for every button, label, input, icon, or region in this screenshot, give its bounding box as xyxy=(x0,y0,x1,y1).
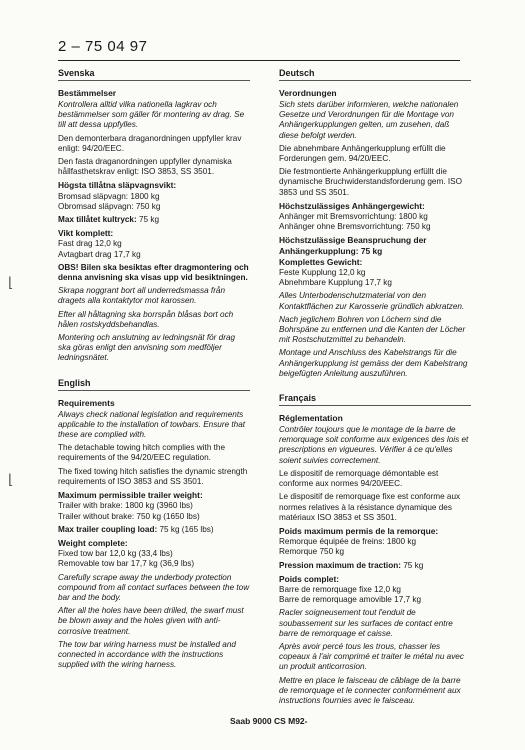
coupling-load-line xyxy=(58,525,250,535)
paragraph: Le dispositif de remorquage fixe est conforme aux normes relatives à la résistance dynamique des matériaux ISO 3853 et SS 3501. xyxy=(279,492,461,522)
weight-heading: Poids complet: xyxy=(279,573,340,584)
requirements-heading: Requirements xyxy=(58,397,115,408)
coupling-load-label: Max trailer coupling load: xyxy=(58,524,158,534)
footer-model-code: Saab 9000 CS M92- xyxy=(230,716,308,726)
coupling-load-label: Max tillåtet kultryck: xyxy=(58,215,137,225)
section-english xyxy=(58,378,250,671)
paragraph: Den fasta draganordningen uppfyller dynamiska hållfasthetskrav enligt: ISO 3853, SS 3501. xyxy=(58,157,232,177)
spec-line: Fixed tow bar 12,0 kg (33,4 lbs) xyxy=(58,549,173,559)
requirements-heading: Réglementation xyxy=(279,413,343,424)
section-svenska xyxy=(58,68,250,364)
coupling-load-value: 75 kg (165 lbs) xyxy=(159,524,214,534)
paragraph: Nach jeglichem Bohren von Löchern sind die Bohrspäne zu entfernen und die Kanten der Löcher mit Rostschutzmittel zu behandeln. xyxy=(279,314,466,345)
language-heading: Français xyxy=(279,393,471,406)
paragraph: After all the holes have been drilled, the swarf must be blown away and the holes given with anti-corrosive treatment. xyxy=(58,606,244,636)
weight-heading: Komplettes Gewicht: xyxy=(279,256,363,267)
weight-heading: Vikt komplett: xyxy=(58,228,114,239)
trailer-weight-heading: Högsta tillåtna släpvagnsvikt: xyxy=(58,180,177,191)
spec-line: Fast drag 12,0 kg xyxy=(58,239,122,249)
weight-heading: Weight complete: xyxy=(58,537,128,548)
paragraph: Racler soigneusement tout l'enduit de soubassement sur les surfaces de contact entre barre de remorquage et caisse. xyxy=(279,608,453,638)
header-rule xyxy=(58,60,460,61)
paragraph: The detachable towing hitch complies with the requirements of the 94/20/EEC regulation. xyxy=(58,443,226,463)
binding-mark: ⌊ xyxy=(8,275,14,291)
coupling-load-line xyxy=(58,215,250,225)
spec-line: Trailer with brake: 1800 kg (3960 lbs) xyxy=(58,501,193,511)
spec-line: Abnehmbare Kupplung 17,7 kg xyxy=(279,278,392,288)
spec-line: Remorque équipée de freins: 1800 kg xyxy=(279,537,417,547)
spec-line: Anhänger mit Bremsvorrichtung: 1800 kg xyxy=(279,212,428,222)
requirements-heading: Bestämmelser xyxy=(58,88,117,98)
paragraph: Always check national legislation and requirements applicable to the installation of towbars. Ensure that these are complied with. xyxy=(58,409,246,440)
paragraph: The tow bar wiring harness must be installed and connected in accordance with the instructions supplied with the wiring harness. xyxy=(58,639,236,670)
paragraph: Den demonterbara draganordningen uppfyller krav enligt: 94/20/EEC. xyxy=(58,133,242,153)
paragraph: Mettre en place le faisceau de câblage de la barre de remorquage et le connecter conformément aux instructions fournies avec le faisceau. xyxy=(279,675,461,705)
language-heading: English xyxy=(58,378,250,391)
paragraph: Montering och anslutning av ledningsnät för drag ska göras enligt den anvisning som medföljer ledningsnätet. xyxy=(58,333,236,363)
inspection-warning: OBS! Bilen ska besiktas efter dragmontering och denna anvisning ska visas upp vid besiktningen. xyxy=(58,262,249,283)
paragraph: Contrôler toujours que le montage de la barre de remorquage soit conforme aux exigences des lois et prescriptions en vigueures. Vérifier à ce qu'elles soient suivies correctement. xyxy=(279,425,469,465)
language-heading: Deutsch xyxy=(279,68,471,81)
paragraph: Skrapa noggrant bort all underredsmassa från dragets alla kontaktytor mot karossen. xyxy=(58,286,226,306)
paragraph: Die festmontierte Anhängerkupplung erfüllt die dynamische Bruchwiderstandsforderung gem. ISO 3853 und SS 3501. xyxy=(279,167,462,197)
section-francais xyxy=(279,393,471,706)
language-heading: Svenska xyxy=(58,68,250,81)
spec-line: Barre de remorquage amovible 17,7 kg xyxy=(279,595,421,605)
spec-line: Avtagbart drag 17,7 kg xyxy=(58,249,141,259)
paragraph: Kontrollera alltid vilka nationella lagkrav och bestämmelser som gäller för montering av drag. Se till att dessa uppfylles. xyxy=(58,100,245,130)
paragraph: The fixed towing hitch satisfies the dynamic strength requirements of ISO 3853 and SS 3501. xyxy=(58,466,248,486)
trailer-weight-heading: Maximum permissible trailer weight: xyxy=(58,490,203,501)
paragraph: Sich stets darüber informieren, welche nationalen Gesetze und Verordnungen für die Montage von Anhängerkupplungen gelten, um zusehen, daß diese befolgt werden. xyxy=(279,100,459,140)
coupling-load-value: 75 kg xyxy=(139,215,160,225)
paragraph: Alles Unterbodenschutzmaterial von den Kontaktflächen zur Karosserie gründlich abkratzen. xyxy=(279,291,465,311)
paragraph: Le dispositif de remorquage démontable est conforme aux normes 94/20/EEC. xyxy=(279,468,439,489)
spec-line: Obromsad släpvagn: 750 kg xyxy=(58,201,161,211)
trailer-weight-heading: Poids maximum permis de la remorque: xyxy=(279,525,439,536)
spec-line: Trailer without brake: 750 kg (1650 lbs) xyxy=(58,511,200,521)
binding-mark: ⌊ xyxy=(8,472,14,488)
document-number: 2 – 75 04 97 xyxy=(58,38,148,55)
paragraph: Efter all håltagning ska borrspån blåsas bort och hålen rostskyddsbehandlas. xyxy=(58,309,234,329)
paragraph: Après avoir percé tous les trous, chasser les copeaux à l'air comprimé et traiter le métal nu avec un produit anticorrosion. xyxy=(279,641,464,672)
spec-line: Anhänger ohne Bremsvorrichtung: 750 kg xyxy=(279,222,431,232)
right-column xyxy=(279,68,471,709)
coupling-load-value: 75 kg xyxy=(403,560,424,570)
spec-line: Barre de remorquage fixe 12,0 kg xyxy=(279,584,401,594)
spec-line: Remorque 750 kg xyxy=(279,547,345,557)
section-deutsch xyxy=(279,68,471,379)
coupling-load-line xyxy=(279,561,471,571)
spec-line: Removable tow bar 17,7 kg (36,9 lbs) xyxy=(58,559,195,569)
coupling-load-label: Pression maximum de traction: xyxy=(279,560,401,570)
spec-line: Feste Kupplung 12,0 kg xyxy=(279,268,366,278)
coupling-load-heading: Höchstzulässige Beanspruchung der Anhängerkupplung: 75 kg xyxy=(279,235,427,256)
paragraph: Die abnehmbare Anhängerkupplung erfüllt die Forderungen gem. 94/20/EEC. xyxy=(279,143,446,164)
trailer-weight-heading: Höchstzulässiges Anhängergewicht: xyxy=(279,200,425,211)
left-column xyxy=(58,68,250,673)
paragraph: Montage und Anschluss des Kabelstrangs für die Anhängerkupplung ist gemäss der dem Kabelstrang beigefügten Anleitung auszuführen. xyxy=(279,348,468,378)
spec-line: Bromsad släpvagn: 1800 kg xyxy=(58,191,160,201)
requirements-heading: Verordnungen xyxy=(279,88,337,98)
paragraph: Carefully scrape away the underbody protection compound from all contact surfaces between the tow bar and the body. xyxy=(58,572,250,602)
